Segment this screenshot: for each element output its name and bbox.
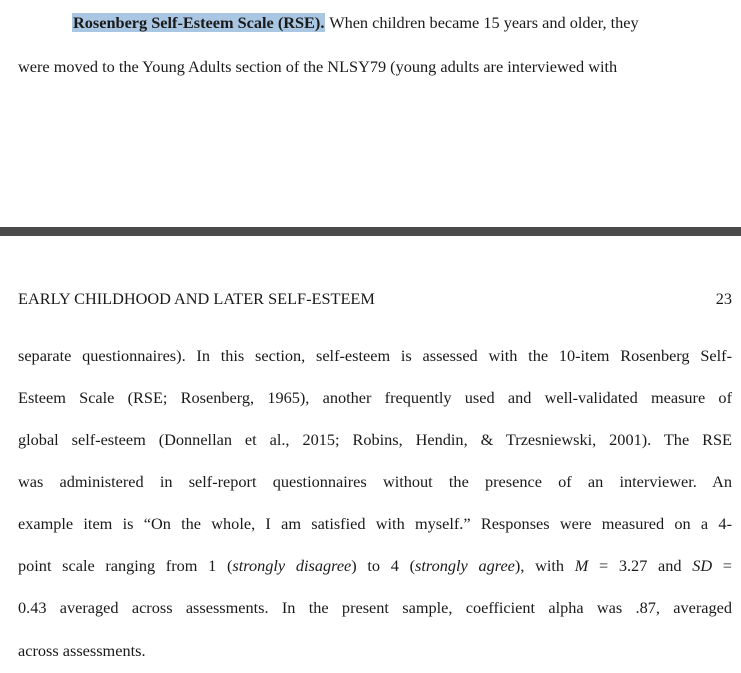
italic-run: strongly agree: [415, 556, 515, 575]
page-break-separator: [0, 227, 741, 236]
text-run: = 3.27 and: [588, 556, 693, 575]
running-header: [18, 289, 732, 309]
body-line: example item is “On the whole, I am satisfied with myself.” Responses were measured on a 4-: [18, 514, 732, 533]
italic-run: strongly disagree: [232, 556, 352, 575]
body-line: were moved to the Young Adults section of the NLSY79 (young adults are interviewed with: [18, 57, 618, 76]
page-number: 23: [715, 289, 732, 308]
body-line-last: across assessments.: [18, 641, 146, 660]
text-run: point scale ranging from 1 (: [18, 556, 233, 575]
heading-line-text: When children became 15 years and older, they: [325, 13, 639, 32]
body-line-stats: [18, 556, 732, 576]
body-line: separate questionnaires). In this section, self-esteem is assessed with the 10-item Rosenberg Self-: [18, 346, 732, 365]
body-line: was administered in self-report questionnaires without the presence of an interviewer. An: [18, 472, 732, 491]
document-page-bottom: [0, 236, 741, 673]
document-page-top: [0, 0, 741, 227]
body-line: 0.43 averaged across assessments. In the present sample, coefficient alpha was .87, averaged: [18, 598, 732, 617]
paragraph-heading-line: [72, 13, 639, 33]
stat-symbol-mean: M: [574, 556, 589, 575]
stat-symbol-sd: SD: [692, 556, 713, 575]
running-head-title: EARLY CHILDHOOD AND LATER SELF-ESTEEM: [18, 289, 375, 308]
body-line: Esteem Scale (RSE; Rosenberg, 1965), another frequently used and well-validated measure of: [18, 388, 732, 407]
text-run: ), with: [514, 556, 575, 575]
text-run: =: [712, 556, 732, 575]
text-run: ) to 4 (: [351, 556, 415, 575]
body-line: global self-esteem (Donnellan et al., 2015; Robins, Hendin, & Trzesniewski, 2001). The RSE: [18, 430, 732, 449]
selected-heading-text[interactable]: Rosenberg Self-Esteem Scale (RSE).: [73, 13, 325, 32]
